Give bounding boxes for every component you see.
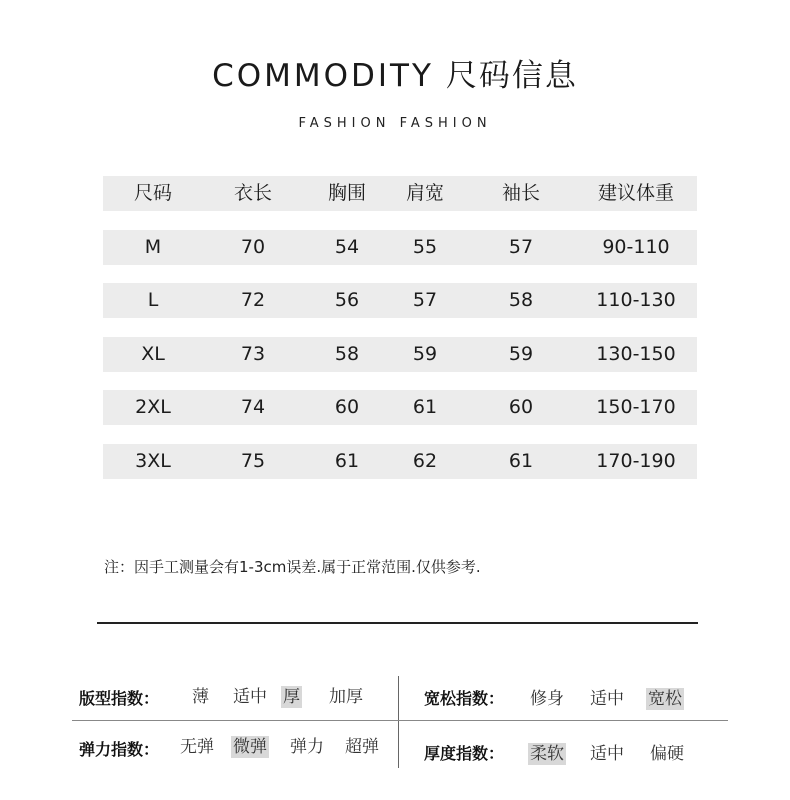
- table-header-row: [103, 176, 697, 211]
- cell-chest: 61: [334, 450, 360, 472]
- header-shoulder: 肩宽: [405, 182, 445, 204]
- section-divider: [97, 622, 698, 624]
- cell-weight: 130-150: [596, 343, 676, 365]
- looseness-option-medium: 适中: [590, 689, 624, 709]
- table-row: [103, 390, 697, 425]
- cell-chest: 60: [334, 396, 360, 418]
- cell-sleeve: 61: [508, 450, 534, 472]
- cell-length: 75: [240, 450, 266, 472]
- cell-shoulder: 57: [412, 289, 438, 311]
- cell-chest: 58: [334, 343, 360, 365]
- cell-weight: 170-190: [596, 450, 676, 472]
- version-option-extra-thick: 加厚: [329, 687, 363, 707]
- cell-sleeve: 58: [508, 289, 534, 311]
- cell-size: L: [147, 289, 159, 311]
- cell-sleeve: 60: [508, 396, 534, 418]
- cell-shoulder: 59: [412, 343, 438, 365]
- looseness-option-slim: 修身: [530, 689, 564, 709]
- header-weight: 建议体重: [597, 182, 675, 204]
- title-english: COMMODITY: [212, 58, 434, 94]
- cell-size: 2XL: [135, 396, 171, 418]
- cell-length: 70: [240, 236, 266, 258]
- cell-shoulder: 61: [412, 396, 438, 418]
- header-length: 衣长: [233, 182, 273, 204]
- cell-size: 3XL: [135, 450, 171, 472]
- cell-length: 72: [240, 289, 266, 311]
- page-title: [0, 50, 790, 95]
- elasticity-option-elastic: 弹力: [290, 737, 324, 757]
- cell-sleeve: 59: [508, 343, 534, 365]
- vertical-divider: [398, 676, 399, 768]
- cell-size: M: [144, 236, 162, 258]
- looseness-index-label: 宽松指数：: [424, 689, 505, 708]
- horizontal-divider: [72, 720, 728, 721]
- cell-size: XL: [141, 343, 165, 365]
- version-option-thick: 厚: [283, 687, 300, 707]
- cell-chest: 56: [334, 289, 360, 311]
- cell-chest: 54: [334, 236, 360, 258]
- measurement-note: 注：因手工测量会有1-3cm误差.属于正常范围.仅供参考.: [104, 558, 481, 576]
- thickness-option-stiff: 偏硬: [650, 744, 684, 764]
- thickness-option-medium: 适中: [590, 744, 624, 764]
- title-chinese: 尺码信息: [445, 58, 578, 94]
- elasticity-option-slight: 微弹: [233, 737, 267, 757]
- table-row: [103, 230, 697, 265]
- page-subtitle: FASHION FASHION: [298, 116, 492, 131]
- elasticity-index-label: 弹力指数：: [79, 740, 160, 759]
- version-index-label: 版型指数：: [79, 689, 160, 708]
- cell-length: 74: [240, 396, 266, 418]
- elasticity-option-none: 无弹: [180, 737, 214, 757]
- header-chest: 胸围: [327, 182, 367, 204]
- cell-length: 73: [240, 343, 266, 365]
- table-row: [103, 444, 697, 479]
- table-row: [103, 283, 697, 318]
- cell-sleeve: 57: [508, 236, 534, 258]
- cell-weight: 150-170: [596, 396, 676, 418]
- thickness-index-label: 厚度指数：: [424, 744, 505, 763]
- thickness-option-soft: 柔软: [530, 744, 564, 764]
- elasticity-option-super: 超弹: [345, 737, 379, 757]
- looseness-option-loose: 宽松: [648, 689, 682, 709]
- header-sleeve: 袖长: [501, 182, 541, 204]
- version-option-thin: 薄: [192, 687, 209, 707]
- header-size: 尺码: [133, 182, 173, 204]
- cell-weight: 110-130: [596, 289, 676, 311]
- cell-shoulder: 62: [412, 450, 438, 472]
- cell-shoulder: 55: [412, 236, 438, 258]
- cell-weight: 90-110: [602, 236, 670, 258]
- version-option-medium: 适中: [233, 687, 267, 707]
- table-row: [103, 337, 697, 372]
